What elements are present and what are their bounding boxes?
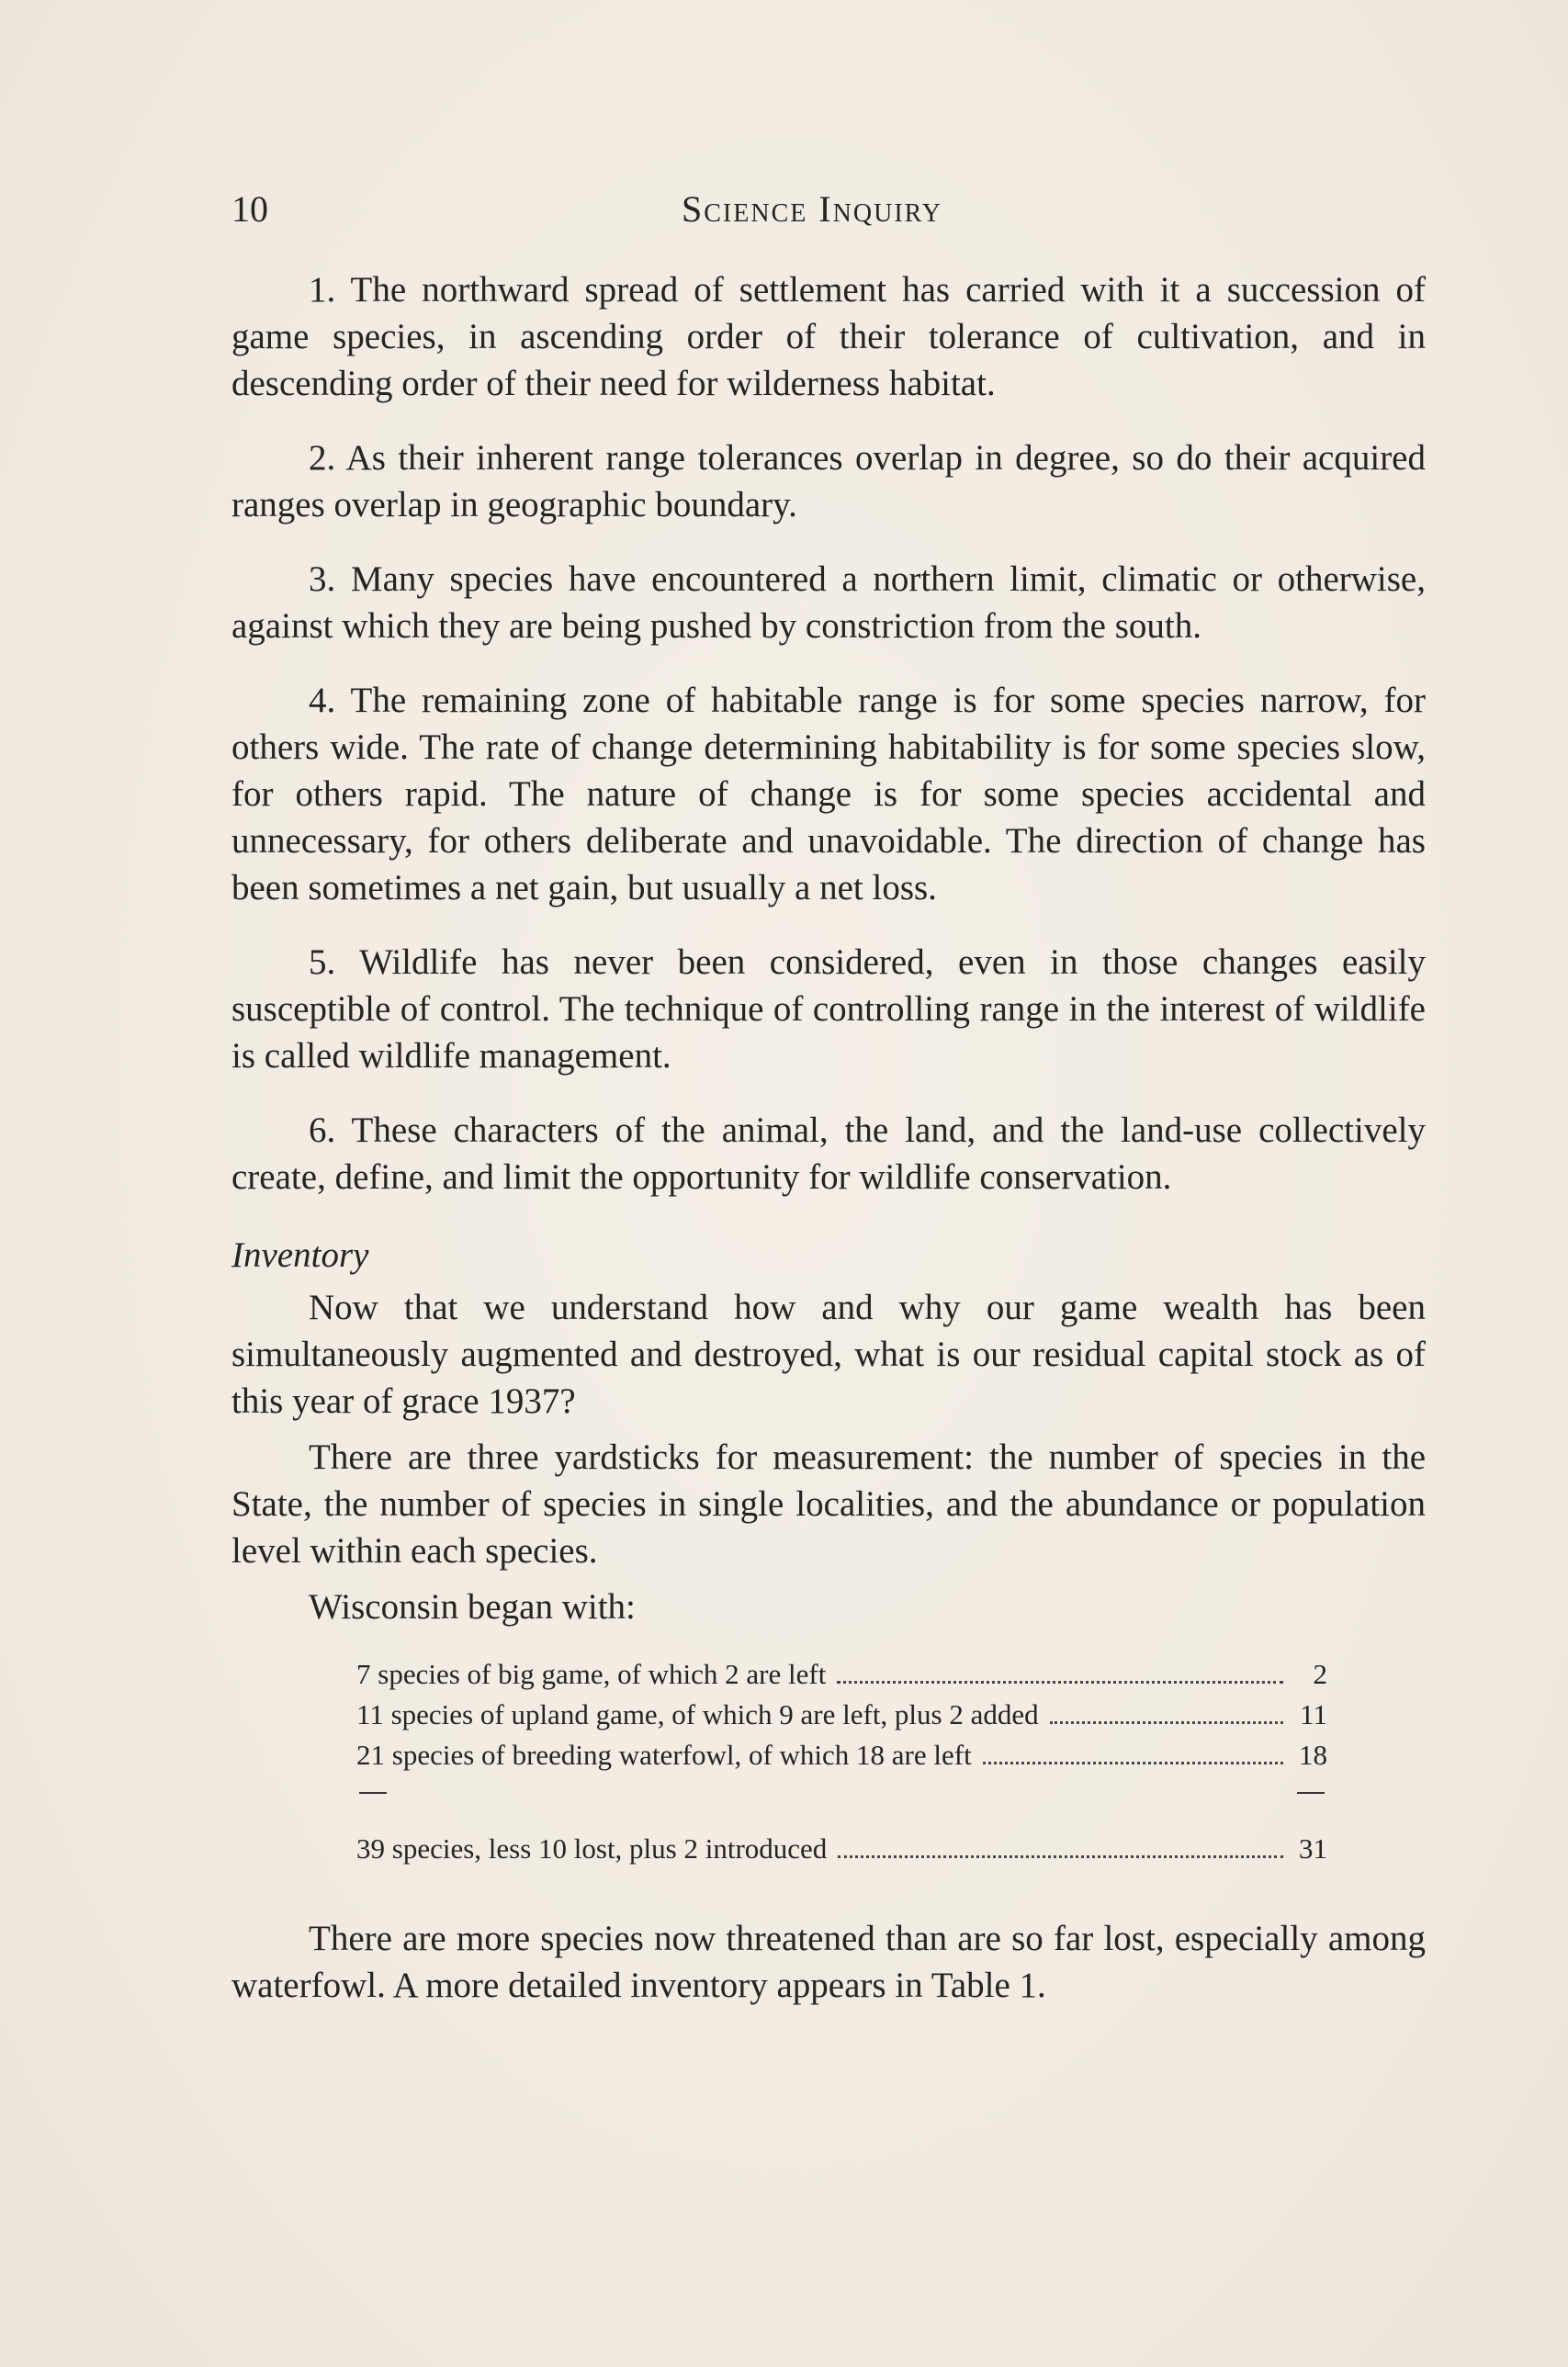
body-text <box>231 266 1426 2036</box>
numbered-paragraph-2: 2. As their inherent range tolerances overlap in degree, so do their acquired ranges overlap in geographic boundary. <box>231 438 1426 524</box>
tally-label: 7 species of big game, of which 2 are left <box>356 1658 827 1690</box>
numbered-paragraph-5: 5. Wildlife has never been considered, even in those changes easily susceptible of control. The technique of controlling range in the interest of wildlife is called wildlife management. <box>231 942 1426 1076</box>
leader-dots <box>837 1681 1283 1684</box>
tally-label: 11 species of upland game, of which 9 are left, plus 2 added <box>356 1698 1039 1730</box>
tally-total-value: 31 <box>1299 1832 1327 1865</box>
tally-value: 18 <box>1299 1739 1327 1771</box>
tally-total-label: 39 species, less 10 lost, plus 2 introduced <box>356 1832 828 1865</box>
numbered-paragraph-4: 4. The remaining zone of habitable range is for some species narrow, for others wide. The rate of change determining habitability is for some species slow, for others rapid. The nature of change is for some species accidental and unnecessary, for others deliberate and unavoidable. The direction of change has been sometimes a net gain, but usually a net loss. <box>231 681 1426 907</box>
page-number: 10 <box>231 188 268 230</box>
page-header <box>231 187 1426 233</box>
numbered-paragraph-6: 6. These characters of the animal, the land, and the land-use collectively create, define, and limit the opportunity for wildlife conservation. <box>231 1110 1426 1197</box>
tally-sum-rules <box>356 1775 1327 1818</box>
tally-value: 11 <box>1300 1698 1327 1730</box>
section-heading-inventory: Inventory <box>231 1235 369 1275</box>
tally-row-waterfowl <box>356 1735 1327 1775</box>
inventory-paragraph-2: There are three yardsticks for measurement: the number of species in the State, the number of species in single localities, and the abundance or population level within each species. <box>231 1437 1426 1571</box>
tally-row-big-game <box>356 1654 1327 1695</box>
numbered-paragraph-3: 3. Many species have encountered a northern limit, climatic or otherwise, against which they are being pushed by constriction from the south. <box>231 559 1426 646</box>
inventory-paragraph-3: Wisconsin began with: <box>309 1587 636 1627</box>
inventory-paragraph-1: Now that we understand how and why our game wealth has been simultaneously augmented and destroyed, what is our residual capital stock as of this year of grace 1937? <box>231 1288 1426 1421</box>
tally-label: 21 species of breeding waterfowl, of which 18 are left <box>356 1739 972 1771</box>
leader-dots <box>983 1762 1283 1764</box>
tally-row-total <box>356 1829 1327 1869</box>
species-tally <box>356 1654 1327 1869</box>
closing-paragraph: There are more species now threatened than are so far lost, especially among waterfowl. A more detailed inventory appears in Table 1. <box>231 1919 1426 2005</box>
leader-dots <box>838 1855 1283 1858</box>
running-head: Science Inquiry <box>682 188 943 230</box>
sum-rule-left <box>359 1792 387 1794</box>
sum-rule-right <box>1297 1792 1325 1794</box>
numbered-paragraph-1: 1. The northward spread of settlement has carried with it a succession of game species, in ascending order of their tolerance of cultivation, and in descending order of their need for wilderness habitat. <box>231 270 1426 403</box>
leader-dots <box>1050 1721 1283 1724</box>
tally-row-upland-game <box>356 1695 1327 1735</box>
tally-value: 2 <box>1313 1658 1327 1690</box>
